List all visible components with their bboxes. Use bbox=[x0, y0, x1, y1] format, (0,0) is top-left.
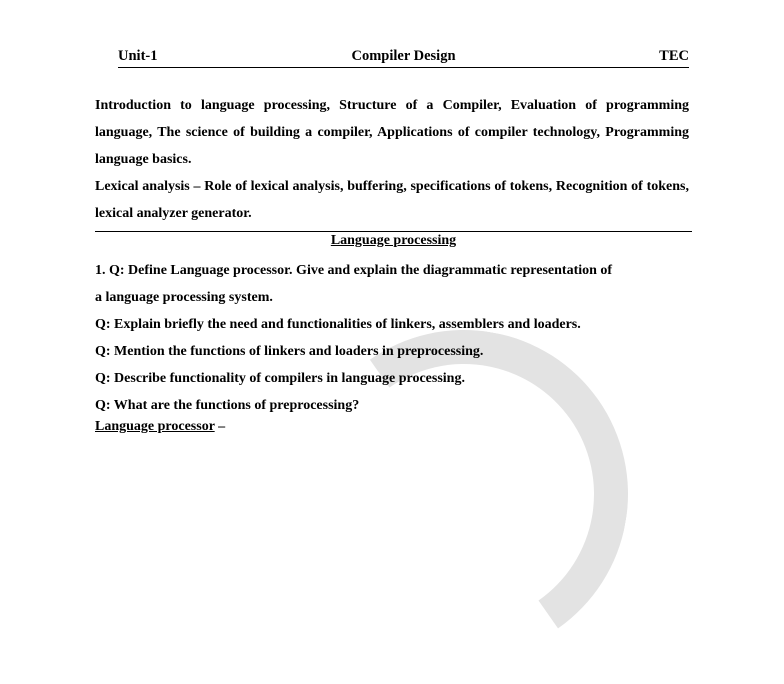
header-subject: Compiler Design bbox=[351, 48, 456, 64]
header-institution: TEC bbox=[659, 48, 689, 64]
question-2: Q: Explain briefly the need and functionalities of linkers, assemblers and loaders. bbox=[95, 317, 581, 332]
question-3: Q: Mention the functions of linkers and loaders in preprocessing. bbox=[95, 344, 484, 359]
question-1-line-2: a language processing system. bbox=[95, 290, 273, 305]
header-unit: Unit-1 bbox=[118, 48, 158, 64]
question-1-line-1: 1. Q: Define Language processor. Give and explain the diagrammatic representation of bbox=[95, 263, 613, 278]
question-4: Q: Describe functionality of compilers in language processing. bbox=[95, 371, 465, 386]
subsection-heading-label: Language processor bbox=[95, 419, 215, 434]
questions-list bbox=[95, 257, 695, 419]
section-heading: Language processing bbox=[330, 233, 457, 248]
syllabus-paragraph-intro: Introduction to language processing, Structure of a Compiler, Evaluation of programming language, The science of building a compiler, Applications of compiler technology, Programming language basics. bbox=[95, 98, 689, 167]
section-divider bbox=[95, 231, 692, 232]
syllabus-paragraph-lexical: Lexical analysis – Role of lexical analysis, buffering, specifications of tokens, Recognition of tokens, lexical analyzer generator. bbox=[95, 179, 689, 221]
subsection-heading bbox=[95, 419, 225, 435]
question-5: Q: What are the functions of preprocessing? bbox=[95, 398, 360, 413]
subsection-heading-dash: – bbox=[214, 419, 226, 434]
syllabus-block bbox=[95, 92, 689, 227]
page-header bbox=[118, 47, 689, 68]
